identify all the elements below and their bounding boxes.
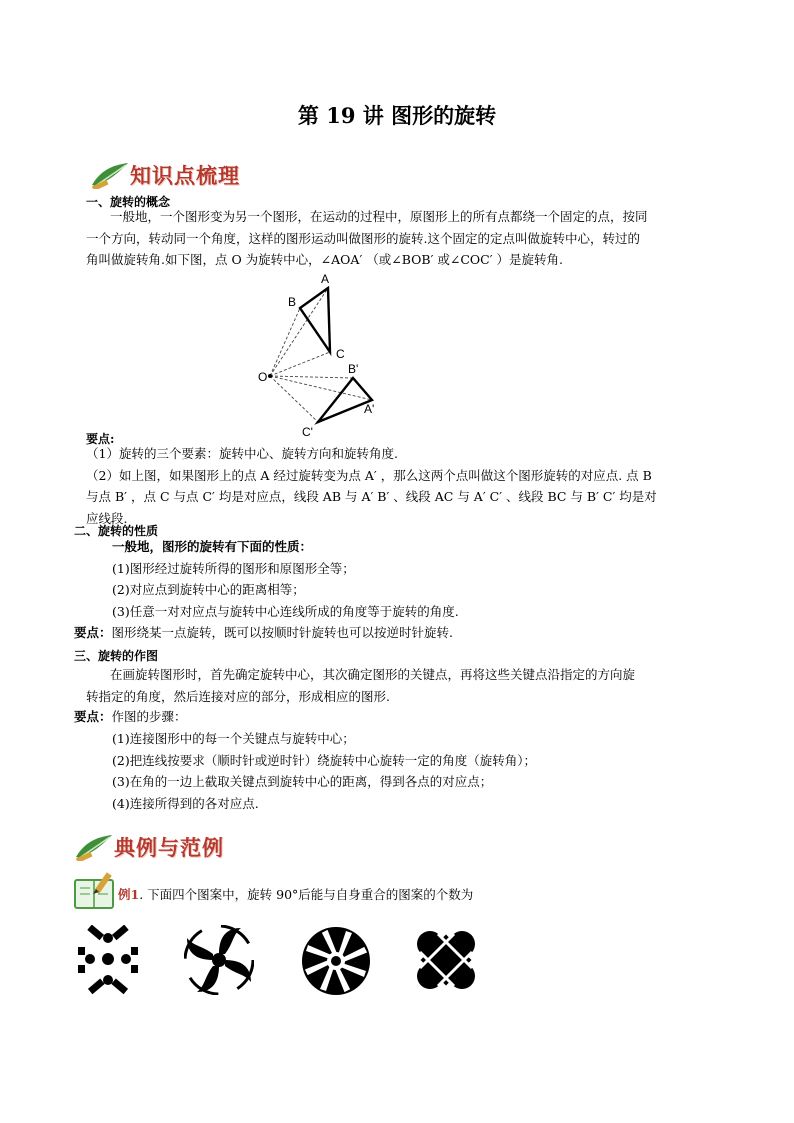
key-note <box>74 706 187 728</box>
point-label-b: B <box>288 295 297 309</box>
key-points-label: 要点: <box>86 432 115 446</box>
text-line: 在画旋转图形时，首先确定旋转中心，其次确定图形的关键点，再将这些关键点沿指定的方向旋 <box>110 667 636 682</box>
section-banner-examples <box>74 832 224 862</box>
page-title: 第 19 讲 图形的旋转 <box>297 103 497 128</box>
leaf-pen-icon <box>74 833 114 861</box>
list-item: (3)任意一对对应点与旋转中心连线所成的角度等于旋转的角度. <box>112 603 459 619</box>
list-item: (1)连接图形中的每一个关键点与旋转中心； <box>112 731 355 746</box>
key-label: 要点： <box>74 709 112 724</box>
list-item: (3)在角的一边上截取关键点到旋转中心的距离，得到各点的对应点； <box>112 774 493 789</box>
list-item: (4)连接所得到的各对应点. <box>112 795 259 811</box>
key-text: 图形绕某一点旋转，既可以按顺时针旋转也可以按逆时针旋转. <box>111 625 453 640</box>
list-item: (2)对应点到旋转中心的距离相等； <box>112 582 305 597</box>
text-line: （1）旋转的三个要素：旋转中心、旋转方向和旋转角度. <box>86 446 398 461</box>
pattern-3-figure <box>300 925 372 997</box>
point-label-a-prime: A' <box>364 402 375 416</box>
text-line: 一般地，一个图形变为另一个图形，在运动的过程中，原图形上的所有点都绕一个固定的点，按同 <box>110 209 648 224</box>
text-line: 与点 B′ ，点 C 与点 C′ 均是对应点，线段 AB 与 A′ B′ 、线段 AC 与 A′ C′ 、线段 BC 与 B′ C′ 均是对 <box>86 489 657 504</box>
paragraph <box>86 664 635 707</box>
key-text: 作图的步骤： <box>111 709 187 724</box>
list-item: (1)图形经过旋转所得的图形和原图形全等； <box>112 560 355 576</box>
rotation-diagram <box>250 270 390 440</box>
steps-list <box>112 728 536 814</box>
banner-title: 典例与范例 <box>114 836 224 860</box>
list-item: (2)把连线按要求（顺时针或逆时针）绕旋转中心旋转一定的角度（旋转角）； <box>112 752 536 768</box>
section-heading: 一、旋转的概念 <box>86 195 171 209</box>
text-line: 一个方向，转动同一个角度，这样的图形运动叫做图形的旋转.这个固定的定点叫做旋转中心，转过的 <box>86 230 640 246</box>
example-question <box>118 884 473 906</box>
text-line: （2）如上图，如果图形上的点 A 经过旋转变为点 A′ ，那么这两个点叫做这个图形旋转的对应点. 点 B <box>86 467 652 483</box>
text-line: 转指定的角度，然后连接对应的部分，形成相应的图形. <box>86 688 390 704</box>
key-label: 要点： <box>74 625 112 640</box>
section-heading: 二、旋转的性质 <box>74 524 159 538</box>
pattern-2-figure <box>184 925 254 995</box>
section-heading: 三、旋转的作图 <box>74 649 159 663</box>
properties-list <box>112 536 459 622</box>
center-point <box>268 374 272 378</box>
leaf-pen-icon <box>90 161 130 189</box>
point-label-c-prime: C' <box>302 425 313 439</box>
section-banner-knowledge <box>90 160 240 190</box>
point-label-a: A <box>321 272 330 286</box>
example-label: 例1 <box>118 887 140 902</box>
text-line: 一般地，图形的旋转有下面的性质： <box>112 539 313 554</box>
point-label-o: O <box>258 370 268 384</box>
banner-title: 知识点梳理 <box>130 164 240 188</box>
point-label-b-prime: B' <box>348 362 359 376</box>
text-line: 角叫做旋转角.如下图，点 O 为旋转中心，∠AOA′ （或∠BOB′ 或∠COC′ ）是旋转角. <box>86 252 564 267</box>
key-points <box>86 443 657 529</box>
paragraph <box>86 206 648 271</box>
key-note <box>74 622 453 644</box>
point-label-c: C <box>336 347 345 361</box>
book-pencil-icon <box>74 872 118 910</box>
pattern-4-figure <box>413 927 479 993</box>
text-line: 应线段. <box>86 510 128 526</box>
pattern-1-figure <box>76 925 140 995</box>
example-text: . 下面四个图案中，旋转 90°后能与自身重合的图案的个数为 <box>139 887 474 902</box>
